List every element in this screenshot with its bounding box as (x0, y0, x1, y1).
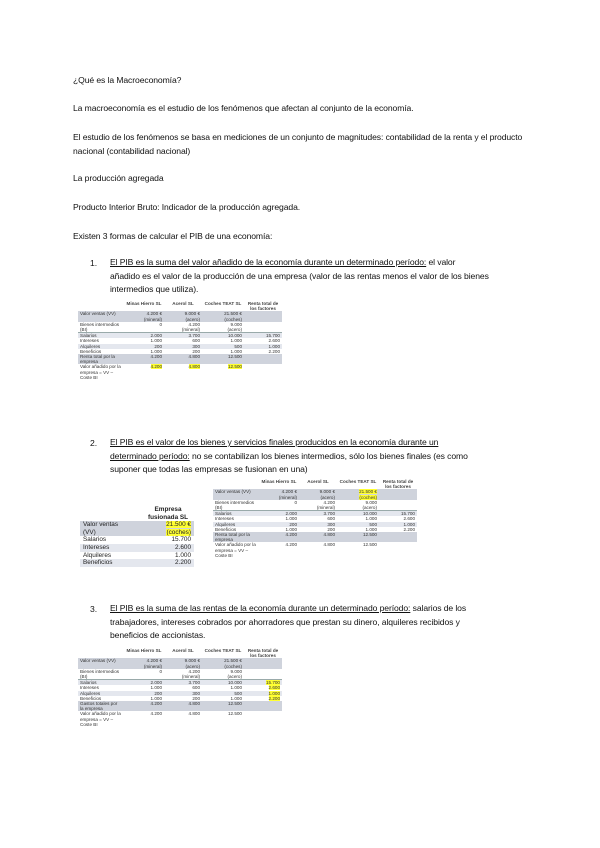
table-cell: 4.800 (188, 711, 200, 717)
row-label: Beneficios (80, 695, 102, 701)
row-label: Bienes intermedios (BI) (78, 669, 124, 680)
item1-line2: añadido es el valor de la producción de una empresa (valor de las rentas menos el valor de los bienes (110, 270, 489, 281)
col-header: Renta total de los factores (382, 479, 414, 490)
table-cell: 4.200 (188, 321, 200, 327)
table-cell: 300 (299, 522, 337, 527)
list-item-3 (110, 602, 550, 643)
col-header: Renta total de los factores (247, 301, 279, 312)
table-cell-highlight: 21.500 € (166, 521, 191, 529)
table-cell: 600 (327, 516, 335, 522)
table-cell: 1.000 (365, 526, 377, 532)
row-label: Salarios (78, 680, 124, 686)
table-final-goods (213, 479, 417, 558)
item2-rest: no se contabilizan los bienes intermedios, sólo los bienes finales (es como (189, 450, 468, 461)
table-cell: (acero) (227, 674, 242, 680)
merged-title: Empresa (154, 506, 182, 513)
table-cell: 600 (192, 685, 200, 691)
table-cell: 4.200 € (146, 658, 162, 664)
col-header: Acerol SL (172, 648, 194, 653)
table-cell: 12.500 (227, 711, 242, 717)
paragraph-study: El estudio de los fenómenos se basa en mediciones de un conjunto de magnitudes: contabilidad de la renta y el producto nacional (contabilidad nacional) (73, 132, 523, 156)
table-cell-highlight: 4.800 (188, 364, 200, 370)
row-label: Valor ventas (83, 521, 119, 529)
table-cell-highlight: (coches) (166, 528, 191, 536)
merged-title-2: fusionada SL (147, 513, 189, 521)
table-cell: 3.700 (164, 680, 202, 686)
row-label: Intereses (80, 685, 99, 691)
row-label: Intereses (215, 516, 234, 522)
table-cell-highlight: 2.200 (268, 695, 280, 701)
row-label: Valor ventas (VV) (78, 658, 124, 668)
table-cell: 12.500 (337, 532, 379, 542)
row-label: Salarios (78, 333, 124, 339)
table-cell: 9.000 (365, 499, 377, 505)
col-header: Acerol SL (307, 479, 329, 484)
paragraph-three-forms: Existen 3 formas de calcular el PIB de una economía: (73, 231, 273, 241)
paragraph-pib: Producto Interior Bruto: Indicador de la producción agregada. (73, 202, 301, 212)
table-cell: 9.000 € (184, 658, 200, 664)
table-cell: 2.000 (259, 511, 299, 517)
table-cell: 0 (124, 669, 164, 680)
table-cell: 9.000 € (319, 489, 335, 495)
table-cell: 4.200 € (146, 311, 162, 317)
table-cell: 3.700 (164, 333, 202, 339)
item3-line2: trabajadores, intereses cobrados por ahorradores que prestan su dinero, alquileres recibidos y (110, 616, 460, 627)
table-cell: 1.000 (175, 551, 191, 559)
list-item-2 (110, 436, 550, 477)
table-cell-highlight: 4.200 (150, 364, 162, 370)
table-cell: 4.200 (124, 354, 164, 364)
table-cell: 9.000 (230, 321, 242, 327)
table-cell: 200 (327, 526, 335, 532)
table-cell: 12.500 (362, 542, 377, 548)
table-cell-highlight: 1.000 (268, 690, 280, 696)
table-cell: (mineral) (143, 663, 162, 669)
list-item-1 (110, 256, 550, 297)
table-cell: 4.800 (164, 354, 202, 364)
table-cell: 1.000 (365, 516, 377, 522)
table-cell: 1.000 (285, 516, 297, 522)
table-cell: 9.000 (230, 668, 242, 674)
table-cell: 3.700 (299, 511, 337, 517)
row-label: Renta total por la empresa (213, 532, 259, 542)
table-cell: 1.000 (244, 344, 282, 349)
row-label: Valor añadido por la empresa = VV – Coste BI (215, 542, 256, 558)
heading-aggregate-production: La producción agregada (73, 173, 164, 183)
col-header: Acerol SL (172, 301, 194, 306)
table-cell: 300 (164, 344, 202, 349)
row-label: Gastos totales por la empresa (78, 701, 124, 711)
table-cell: (mineral) (278, 494, 297, 500)
table-cell: 12.500 (202, 354, 244, 364)
table-merged-company (80, 506, 194, 567)
row-label: Salarios (213, 511, 259, 517)
table-cell: (acero) (227, 327, 242, 333)
col-header: Coches TEAT SL (204, 648, 242, 653)
row-label: Valor añadido por la empresa = VV – Coste BI (80, 364, 121, 380)
table-cell: 4.200 € (281, 489, 297, 495)
table-cell: 4.800 (299, 532, 337, 542)
row-label: Valor ventas (VV) (78, 311, 124, 321)
table-cell: 2.000 (124, 680, 164, 686)
table-cell: 1.000 (150, 348, 162, 354)
col-header: Minas Hierro SL (261, 479, 297, 484)
row-label: Beneficios (80, 348, 102, 354)
item3-rest: salarios de los (410, 603, 467, 613)
table-cell: 200 (192, 695, 200, 701)
table-cell: 200 (124, 344, 164, 349)
table-cell: (coches) (224, 663, 242, 669)
row-label-vv: (VV) (83, 528, 96, 536)
table-cell: 1.000 (150, 695, 162, 701)
item1-rest: el valor (426, 257, 456, 267)
item1-line3: intermedios que utiliza). (110, 284, 199, 294)
table-cell: 4.200 (188, 668, 200, 674)
table-cell: 500 (202, 691, 244, 696)
table-cell: 15.700 (244, 333, 282, 339)
table-cell: 1.000 (150, 338, 162, 344)
col-header: Minas Hierro SL (126, 648, 162, 653)
table-cell: 4.800 (323, 542, 335, 548)
table-cell-highlight: 15.700 (265, 680, 280, 686)
table-cell: (acero) (185, 663, 200, 669)
list-number-1: 1. (90, 258, 98, 268)
row-label: Alquileres (83, 551, 112, 559)
table-cell: 2.200 (403, 526, 415, 532)
col-header: Coches TEAT SL (339, 479, 377, 484)
table-cell: 2.600 (142, 544, 194, 552)
item3-line3: beneficios de accionistas. (110, 630, 206, 640)
row-label: Bienes intermedios (BI) (78, 322, 124, 333)
table-cell-highlight: 12.500 (227, 364, 242, 370)
table-cell: 1.000 (230, 695, 242, 701)
table-cell: (mineral) (316, 505, 335, 511)
table-cell: 1.000 (285, 526, 297, 532)
row-label: Intereses (80, 338, 99, 344)
table-cell: 4.800 (164, 701, 202, 711)
table-cell: 200 (124, 691, 164, 696)
table-cell: 12.500 (202, 701, 244, 711)
table-cell: 10.000 (337, 511, 379, 517)
row-label: Alquileres (213, 522, 259, 527)
row-label: Bienes intermedios (BI) (213, 500, 259, 511)
table-cell-highlight: (coches) (359, 494, 377, 500)
table-income (78, 648, 282, 727)
table-cell: 10.000 (202, 680, 244, 686)
row-label: Intereses (80, 544, 142, 552)
heading-question: ¿Qué es la Macroeconomía? (73, 75, 182, 85)
table-cell: 2.200 (142, 559, 194, 567)
row-label: Renta total por la empresa (78, 354, 124, 364)
table-cell: 0 (124, 322, 164, 333)
table-cell: 500 (202, 344, 244, 349)
table-cell: 4.200 (323, 499, 335, 505)
table-cell: (acero) (185, 316, 200, 322)
table-cell: 2.600 (403, 516, 415, 522)
table-cell: 21.500 € (224, 658, 242, 664)
item2-underlined-2: determinado período: (110, 450, 190, 461)
list-number-2: 2. (90, 438, 98, 448)
table-cell: 1.000 (230, 685, 242, 691)
table-cell: 2.600 (268, 338, 280, 344)
table-cell: 600 (192, 338, 200, 344)
table-cell-highlight: 2.600 (268, 685, 280, 691)
table-cell: (acero) (362, 505, 377, 511)
col-header: Coches TEAT SL (204, 301, 242, 306)
table-cell-highlight: 21.500 € (359, 489, 377, 495)
row-label: Alquileres (78, 344, 124, 349)
table-cell: 9.000 € (184, 311, 200, 317)
table-cell: (mineral) (181, 674, 200, 680)
table-cell: 300 (164, 691, 202, 696)
row-label: Beneficios (215, 526, 237, 532)
col-header: Minas Hierro SL (126, 301, 162, 306)
table-cell: 1.000 (379, 522, 417, 527)
table-cell: (mineral) (143, 316, 162, 322)
table-cell: 2.200 (268, 348, 280, 354)
table-cell: 15.700 (171, 536, 191, 544)
table-cell: 21.500 € (224, 311, 242, 317)
table-cell: 200 (192, 348, 200, 354)
table-cell: 10.000 (202, 333, 244, 339)
item3-underlined: El PIB es la suma de las rentas de la economía durante un determinado período: (110, 603, 411, 613)
table-cell: 4.200 (285, 542, 297, 548)
table-cell: 1.000 (150, 685, 162, 691)
table-cell: 4.200 (259, 532, 299, 542)
table-cell: 500 (337, 522, 379, 527)
list-number-3: 3. (90, 604, 98, 614)
paragraph-definition: La macroeconomía es el estudio de los fenómenos que afectan al conjunto de la economía. (73, 103, 414, 113)
item2-line3: suponer que todas las empresas se fusionan en una) (110, 464, 308, 474)
table-cell: 1.000 (230, 348, 242, 354)
table-cell: 1.000 (230, 338, 242, 344)
table-cell: 2.000 (124, 333, 164, 339)
table-value-added (78, 301, 282, 380)
table-cell: 0 (259, 500, 299, 511)
table-cell: 4.200 (150, 711, 162, 717)
table-cell: 15.700 (379, 511, 417, 517)
table-cell: 200 (259, 522, 299, 527)
row-label: Alquileres (78, 691, 124, 696)
row-label: Beneficios (80, 559, 142, 567)
item2-underlined-1: El PIB es el valor de los bienes y servicios finales producidos en la economía durante un (110, 437, 439, 447)
item1-underlined: El PIB es la suma del valor añadido de la economía durante un determinado período: (110, 257, 427, 267)
col-header: Renta total de los factores (247, 648, 279, 659)
table-cell: 4.200 (124, 701, 164, 711)
row-label: Salarios (83, 536, 107, 544)
table-cell: (coches) (224, 316, 242, 322)
row-label: Valor ventas (VV) (213, 489, 259, 499)
row-label: Valor añadido por la empresa = VV – Coste BI (80, 711, 121, 727)
table-cell: (acero) (320, 494, 335, 500)
table-cell: (mineral) (181, 327, 200, 333)
